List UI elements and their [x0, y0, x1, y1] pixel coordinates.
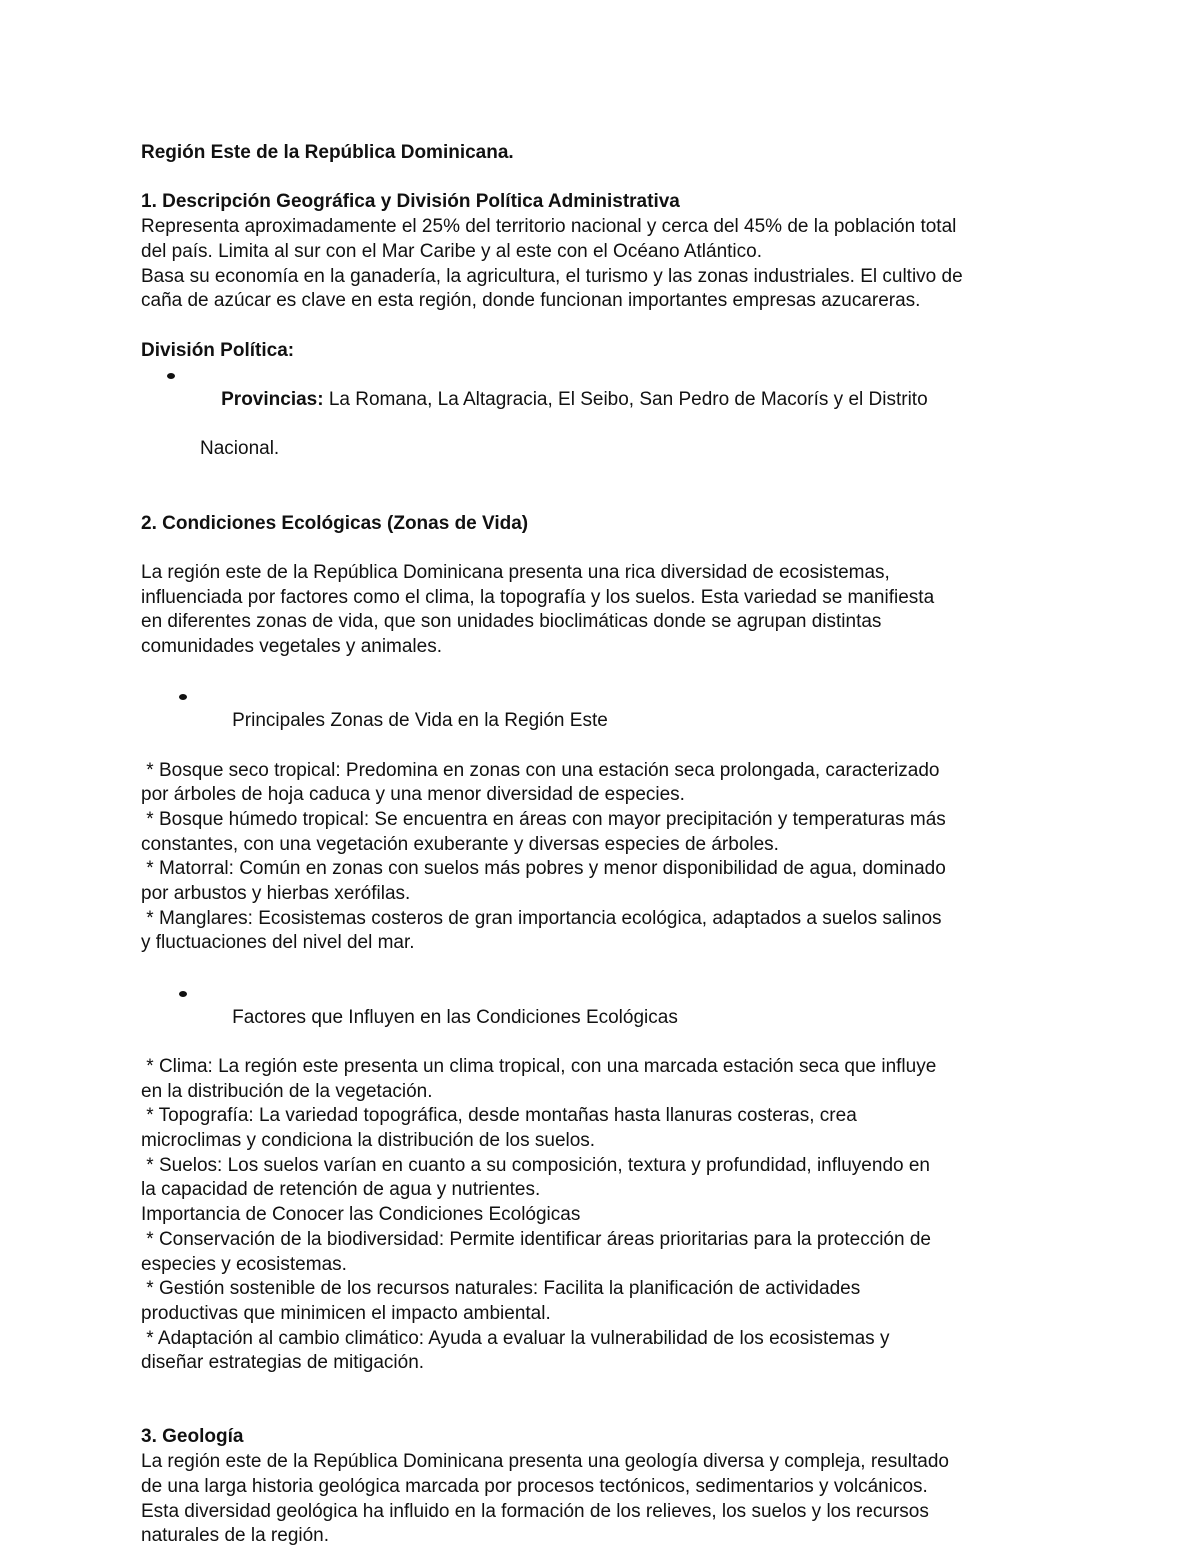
- factor-line: en la distribución de la vegetación.: [141, 1080, 433, 1102]
- spacer: [141, 166, 1066, 191]
- paragraph-line: naturales de la región.: [141, 1525, 330, 1547]
- provinces-list-item: [141, 363, 1066, 437]
- spacer: [141, 536, 1066, 561]
- division-heading: División Política:: [141, 339, 295, 361]
- provinces-label: Provincias:: [221, 389, 324, 410]
- factor-line: * Suelos: Los suelos varían en cuanto a su composición, textura y profundidad, influyendo en: [141, 1154, 930, 1176]
- zone-line: constantes, con una vegetación exuberante y diversas especies de árboles.: [141, 833, 779, 855]
- factors-list-item: [141, 981, 1066, 1055]
- paragraph-line: Basa su economía en la ganadería, la agricultura, el turismo y las zonas industriales. El cultivo de: [141, 265, 963, 287]
- zone-line: por arbustos y hierbas xerófilas.: [141, 883, 411, 905]
- paragraph-line: La región este de la República Dominicana presenta una rica diversidad de ecosistemas,: [141, 561, 890, 583]
- zones-list-item: [141, 684, 1066, 758]
- bullet-icon: [179, 694, 187, 700]
- paragraph-line: comunidades vegetales y animales.: [141, 636, 443, 657]
- factor-line: * Clima: La región este presenta un clima tropical, con una marcada estación seca que influye: [141, 1055, 937, 1077]
- factor-line: productivas que minimicen el impacto ambiental.: [141, 1302, 551, 1324]
- spacer: [141, 660, 1066, 685]
- factor-line: * Topografía: La variedad topográfica, desde montañas hasta llanuras costeras, crea: [141, 1105, 857, 1127]
- factor-line: especies y ecosistemas.: [141, 1253, 347, 1275]
- section3-heading: 3. Geología: [141, 1426, 244, 1448]
- spacer: [141, 956, 1066, 981]
- factor-line: microclimas y condiciona la distribución de los suelos.: [141, 1130, 596, 1152]
- section2-heading: 2. Condiciones Ecológicas (Zonas de Vida): [141, 512, 529, 534]
- paragraph-line: de una larga historia geológica marcada por procesos tectónicos, sedimentarios y volcánicos.: [141, 1475, 928, 1497]
- importance-heading: Importancia de Conocer las Condiciones Ecológicas: [141, 1204, 581, 1226]
- zone-line: * Bosque húmedo tropical: Se encuentra en áreas con mayor precipitación y temperaturas más: [141, 808, 946, 830]
- zone-line: por árboles de hoja caduca y una menor diversidad de especies.: [141, 784, 685, 806]
- zone-line: * Manglares: Ecosistemas costeros de gran importancia ecológica, adaptados a suelos salinos: [141, 907, 942, 929]
- document-title: Región Este de la República Dominicana.: [141, 142, 514, 163]
- spacer: [141, 1376, 1066, 1425]
- paragraph-line: caña de azúcar es clave en esta región, donde funcionan importantes empresas azucareras.: [141, 290, 921, 312]
- paragraph-line: Representa aproximadamente el 25% del territorio nacional y cerca del 45% de la población total: [141, 216, 957, 238]
- paragraph-line: influenciada por factores como el clima, la topografía y los suelos. Esta variedad se manifiesta: [141, 586, 935, 608]
- paragraph-line: La región este de la República Dominicana presenta una geología diversa y compleja, resultado: [141, 1451, 950, 1473]
- factor-line: la capacidad de retención de agua y nutrientes.: [141, 1179, 541, 1201]
- bullet-icon: [167, 373, 175, 379]
- document-page: [141, 141, 1066, 1549]
- zone-line: * Bosque seco tropical: Predomina en zonas con una estación seca prolongada, caracterizado: [141, 759, 940, 781]
- factor-line: * Conservación de la biodiversidad: Permite identificar áreas prioritarias para la protección de: [141, 1228, 931, 1250]
- section1-heading: 1. Descripción Geográfica y División Política Administrativa: [141, 191, 680, 213]
- paragraph-line: Esta diversidad geológica ha influido en la formación de los relieves, los suelos y los recursos: [141, 1500, 929, 1522]
- factor-line: * Gestión sostenible de los recursos naturales: Facilita la planificación de actividades: [141, 1278, 861, 1300]
- provinces-text: La Romana, La Altagracia, El Seibo, San Pedro de Macorís y el Distrito: [323, 389, 928, 410]
- zone-line: y fluctuaciones del nivel del mar.: [141, 932, 415, 954]
- factor-line: * Adaptación al cambio climático: Ayuda a evaluar la vulnerabilidad de los ecosistemas y: [141, 1327, 890, 1349]
- spacer: [141, 314, 1066, 339]
- spacer: [141, 462, 1066, 511]
- zones-bullet-text: Principales Zonas de Vida en la Región Este: [232, 710, 608, 732]
- paragraph-line: en diferentes zonas de vida, que son unidades bioclimáticas donde se agrupan distintas: [141, 611, 882, 633]
- factors-bullet-text: Factores que Influyen en las Condiciones Ecológicas: [232, 1006, 678, 1028]
- zone-line: * Matorral: Común en zonas con suelos más pobres y menor disponibilidad de agua, dominado: [141, 858, 946, 880]
- provinces-text-continued: Nacional.: [200, 438, 280, 460]
- factor-line: diseñar estrategias de mitigación.: [141, 1352, 425, 1374]
- bullet-icon: [179, 991, 187, 997]
- paragraph-line: del país. Limita al sur con el Mar Caribe y al este con el Océano Atlántico.: [141, 240, 762, 262]
